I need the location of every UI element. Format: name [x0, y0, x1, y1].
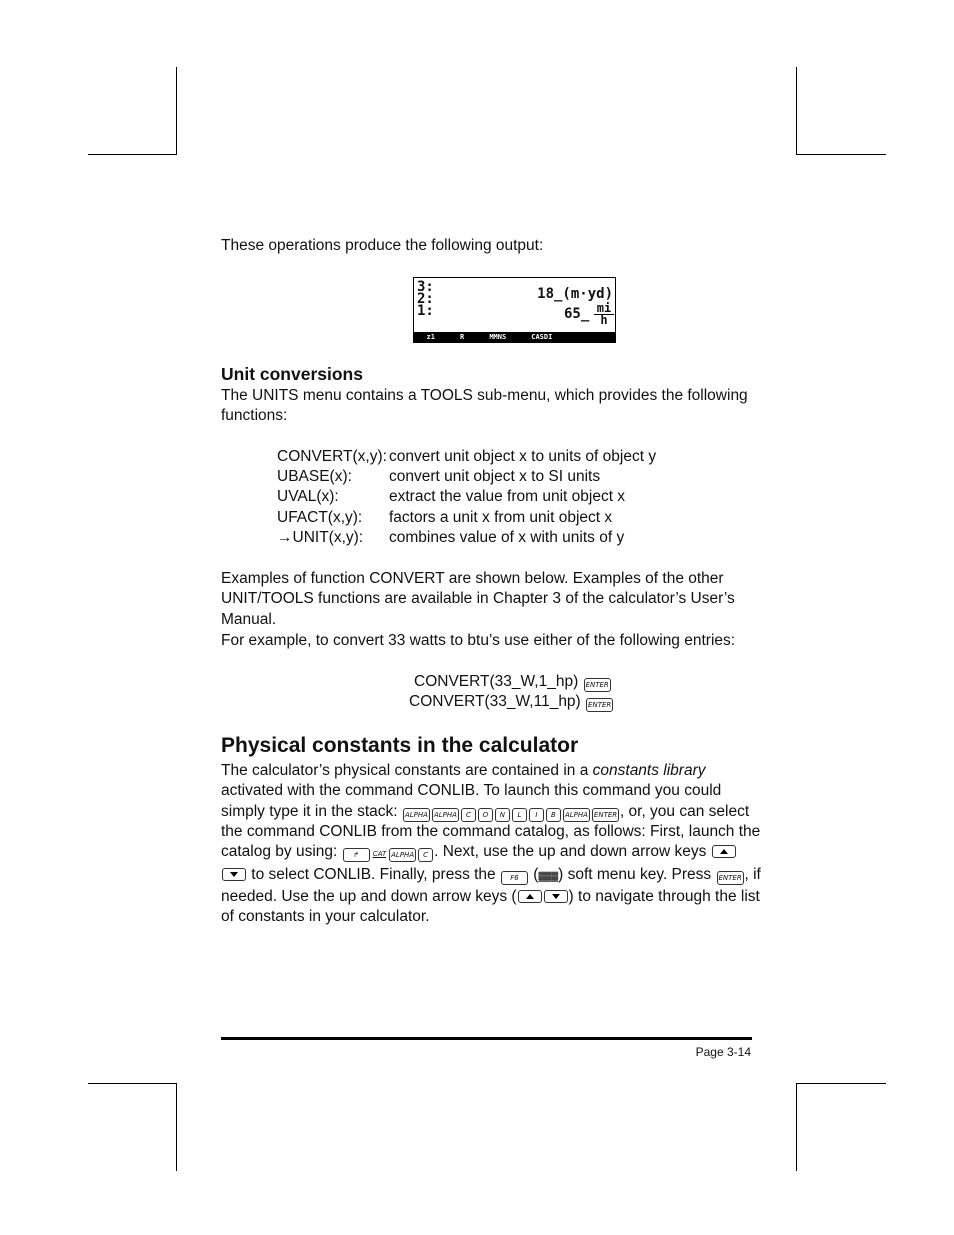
stack-level-2: 2:	[417, 291, 434, 307]
f6-key-icon: F6	[501, 871, 528, 885]
definition-term: UFACT(x,y):	[277, 509, 363, 526]
down-arrow-key-icon	[222, 868, 246, 881]
unit-numerator: mi	[594, 303, 614, 315]
c-key-icon: C	[418, 848, 433, 862]
n-key-icon: N	[495, 808, 510, 822]
crop-mark	[796, 1083, 797, 1171]
b-key-icon: B	[546, 808, 561, 822]
crop-mark	[88, 1083, 177, 1084]
convert-instruction: For example, to convert 33 watts to btu’s use either of the following entries:	[221, 632, 736, 649]
down-arrow-key-icon	[544, 890, 568, 903]
text-run: , or, you can select the command CONLIB from the command catalog, as follows: First, launch the catalog by using:	[221, 802, 761, 861]
definition-row	[277, 468, 601, 486]
unit-conversions-intro: The UNITS menu contains a TOOLS sub-menu, which provides the following functions:	[221, 387, 748, 425]
crop-mark	[176, 1083, 177, 1171]
section-heading-physical-constants: Physical constants in the calculator	[221, 734, 579, 757]
enter-key-icon: ENTER	[717, 871, 744, 885]
enter-key-icon: ENTER	[586, 698, 613, 712]
alpha-key-icon: ALPHA	[403, 808, 430, 822]
enter-key-icon: ENTER	[584, 678, 611, 692]
emphasis-text: constants library	[592, 762, 706, 779]
definition-row	[277, 509, 613, 527]
l-key-icon: L	[512, 808, 527, 822]
unit-fraction	[594, 303, 614, 326]
intro-text: These operations produce the following output:	[221, 237, 544, 254]
c-key-icon: C	[461, 808, 476, 822]
text-run: activated with the command CONLIB. To launch this command you could simply type it in the stack:	[221, 782, 722, 820]
up-arrow-key-icon	[518, 890, 542, 903]
definition-term: CONVERT(x,y):	[277, 448, 387, 465]
definition-row	[277, 448, 657, 466]
soft-menu-item: MMNS	[489, 333, 507, 341]
definition-term: UVAL(x):	[277, 488, 339, 505]
crop-mark	[176, 67, 177, 154]
text-run: ) to navigate through the list of constants in your calculator.	[221, 887, 760, 926]
section-heading-unit-conversions: Unit conversions	[221, 364, 363, 384]
soft-menu-item: CASDI	[531, 333, 553, 341]
text-run: . Next, use the up and down arrow keys	[434, 843, 707, 861]
definition-row	[277, 529, 625, 547]
example-line-2	[409, 692, 614, 712]
stack-level-3: 3:	[417, 279, 434, 295]
definition-desc: convert unit object x to units of object y	[389, 448, 657, 465]
soft-menu-bar	[414, 332, 615, 342]
stack-value-1: 65_	[564, 306, 590, 322]
example-code: CONVERT(33_W,11_hp)	[409, 693, 581, 710]
example-code: CONVERT(33_W,1_hp)	[414, 673, 579, 690]
calculator-screen	[413, 277, 616, 343]
stack-level-1: 1:	[417, 303, 434, 319]
text-run: The calculator’s physical constants are contained in a	[221, 762, 593, 779]
stack-value-2: 18_(m·yd)	[537, 286, 613, 302]
text-run: to select CONLIB. Finally, press the	[247, 866, 496, 884]
o-key-icon: O	[478, 808, 493, 822]
alpha-key-icon: ALPHA	[432, 808, 459, 822]
soft-menu-key-icon: ▓▓▓	[538, 871, 559, 882]
crop-mark	[796, 154, 886, 155]
page-number: Page 3-14	[695, 1045, 751, 1059]
physical-constants-paragraph: The calculator’s physical constants are contained in a constants library activated with the command CONLIB. To launch this command you could simply type it in the stack: ALPHA ALPHA C O N L I B ALPHA ENTER , or, you can select the command CONLIB from the command catalog, as follows: First, launch the catalog by using: ↱ CAT ALPHA C . Next, use the up and down arrow keys to select CONLIB. Finally, press the F6 (▓▓▓) soft menu key. Press ENTER , if needed. Use the up and down arrow keys ( ) to navigate through the list of constants in your calculator.	[221, 762, 761, 926]
definition-desc: combines value of x with units of y	[389, 529, 625, 546]
enter-key-icon: ENTER	[592, 808, 619, 822]
i-key-icon: I	[529, 808, 544, 822]
definition-row	[277, 488, 626, 506]
footer-rule	[221, 1037, 752, 1040]
definition-term: →UNIT(x,y):	[277, 529, 364, 546]
example-line-1	[414, 672, 612, 692]
alpha-key-icon: ALPHA	[563, 808, 590, 822]
right-shift-key-icon: ↱	[343, 848, 370, 862]
definition-desc: factors a unit x from unit object x	[389, 509, 613, 526]
definition-desc: extract the value from unit object x	[389, 488, 626, 505]
cat-label: CAT	[372, 851, 387, 859]
alpha-key-icon: ALPHA	[389, 848, 416, 862]
text-run: , if needed. Use the up and down arrow keys (	[221, 866, 761, 905]
crop-mark	[796, 67, 797, 154]
convert-examples-text: Examples of function CONVERT are shown below. Examples of the other UNIT/TOOLS functions are available in Chapter 3 of the calculator’s User’s Manual.	[221, 570, 735, 628]
soft-menu-item: R	[460, 333, 465, 341]
soft-menu-item: z1	[426, 333, 435, 341]
crop-mark	[88, 154, 177, 155]
crop-mark	[796, 1083, 886, 1084]
unit-denominator: h	[600, 313, 608, 327]
definition-term: UBASE(x):	[277, 468, 352, 485]
definition-desc: convert unit object x to SI units	[389, 468, 601, 485]
text-run: soft menu key. Press	[567, 866, 712, 884]
up-arrow-key-icon	[712, 845, 736, 858]
